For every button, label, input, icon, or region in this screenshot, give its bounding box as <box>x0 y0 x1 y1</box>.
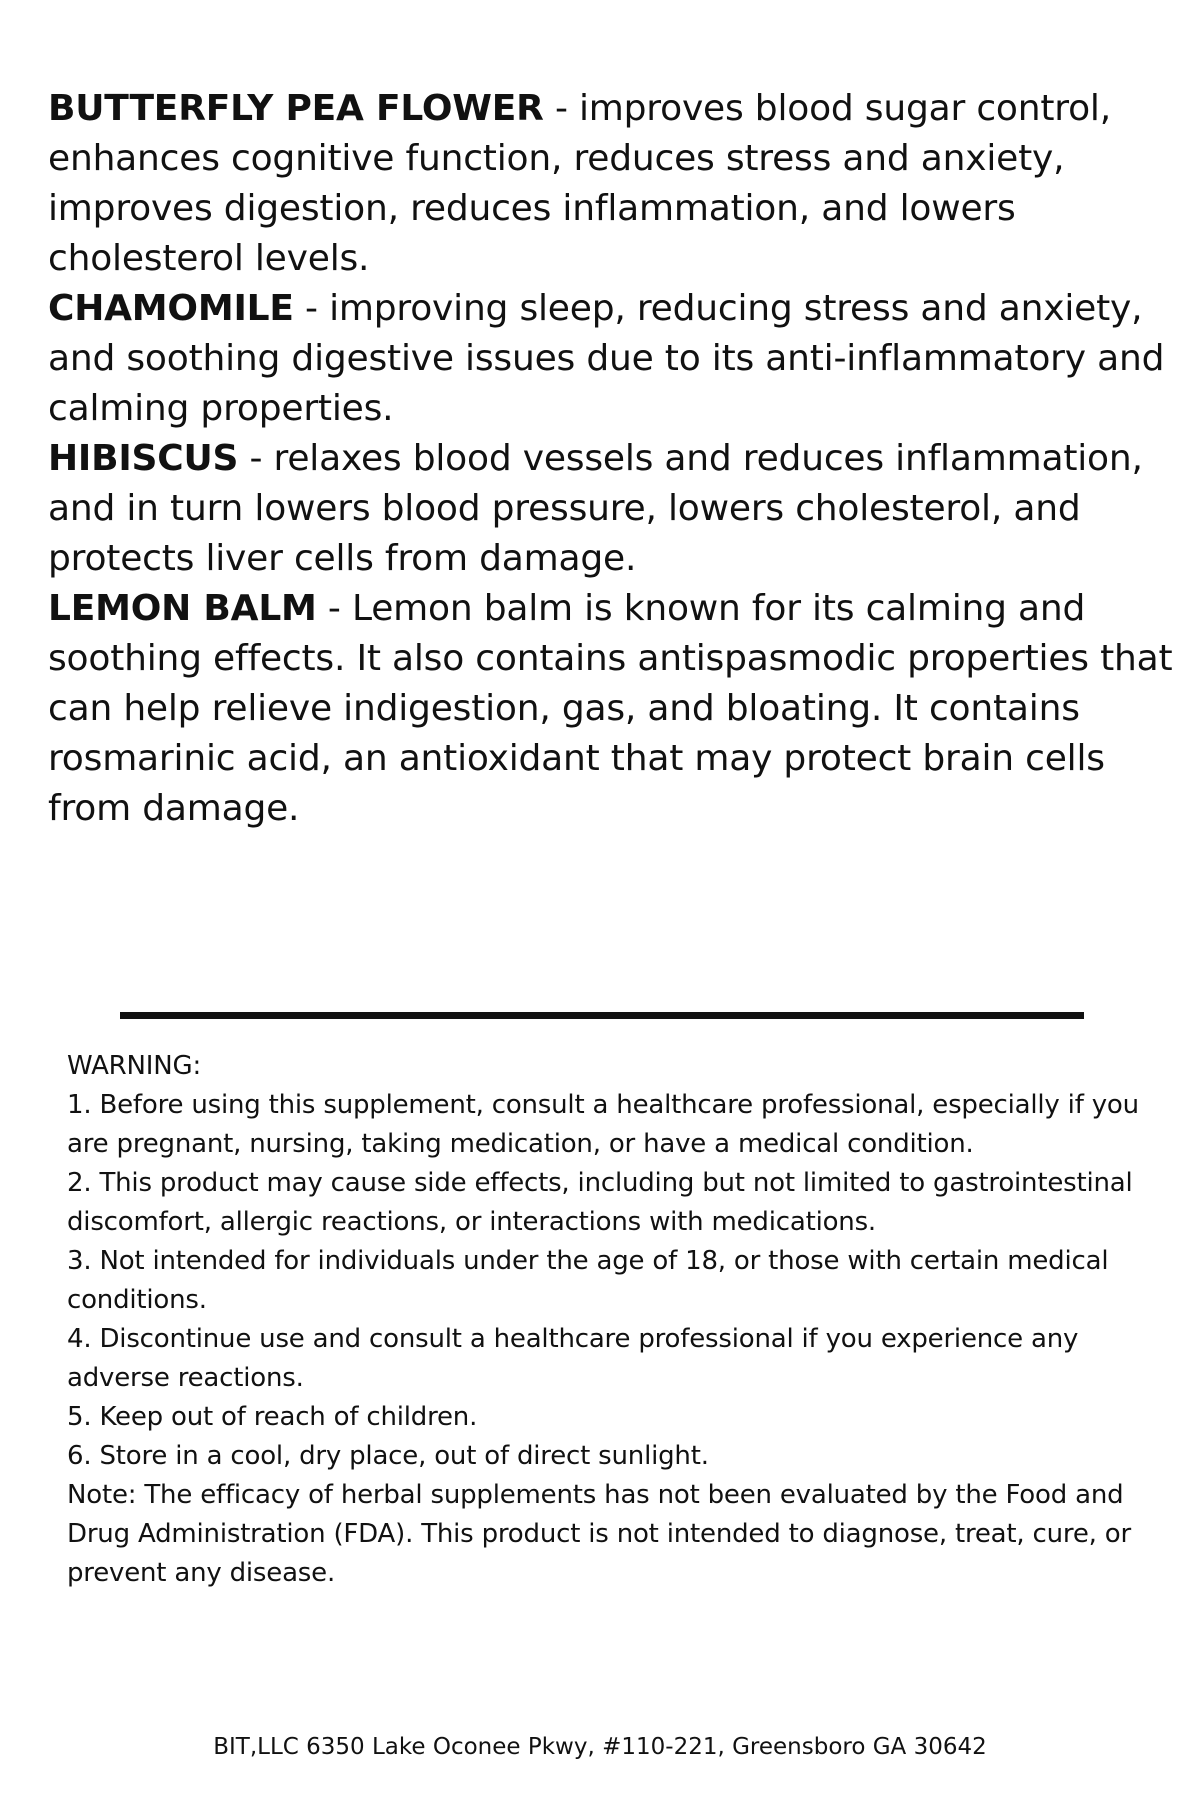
herb-separator: - <box>316 588 352 629</box>
herb-name: LEMON BALM <box>48 588 317 629</box>
company-address: BIT,LLC 6350 Lake Oconee Pkwy, #110-221, Greensboro GA 30642 <box>213 1734 987 1760</box>
herb-description: relaxes blood vessels and reduces inflammation, and in turn lowers blood pressure, lowers cholesterol, and protects liver cells from damage. <box>48 438 1143 579</box>
herb-entry-hibiscus <box>48 434 1178 584</box>
herb-name: CHAMOMILE <box>48 288 294 329</box>
herb-name: BUTTERFLY PEA FLOWER <box>48 88 544 129</box>
warning-item: 6. Store in a cool, dry place, out of direct sunlight. <box>67 1441 709 1471</box>
warning-item: 4. Discontinue use and consult a healthcare professional if you experience any adverse reactions. <box>67 1324 1079 1393</box>
section-divider <box>120 1012 1084 1019</box>
herb-description: improves blood sugar control, enhances cognitive function, reduces stress and anxiety, improves digestion, reduces inflammation, and lowers cholesterol levels. <box>48 88 1111 279</box>
warning-item: 3. Not intended for individuals under the age of 18, or those with certain medical conditions. <box>67 1246 1109 1315</box>
herb-benefits-section <box>48 84 1178 834</box>
herb-entry-butterfly-pea <box>48 84 1178 284</box>
warning-item: 1. Before using this supplement, consult a healthcare professional, especially if you are pregnant, nursing, taking medication, or have a medical condition. <box>67 1090 1139 1159</box>
herb-entry-lemon-balm <box>48 584 1178 834</box>
herb-separator: - <box>238 438 274 479</box>
warning-heading: WARNING: <box>67 1051 202 1081</box>
herb-name: HIBISCUS <box>48 438 239 479</box>
herb-description: improving sleep, reducing stress and anxiety, and soothing digestive issues due to its anti-inflammatory and calming properties. <box>48 288 1165 429</box>
herb-separator: - <box>543 88 579 129</box>
herb-separator: - <box>293 288 330 329</box>
warning-item: 2. This product may cause side effects, including but not limited to gastrointestinal discomfort, allergic reactions, or interactions with medications. <box>67 1168 1133 1237</box>
warning-item: 5. Keep out of reach of children. <box>67 1402 478 1432</box>
warning-section <box>67 1047 1177 1593</box>
herb-description: Lemon balm is known for its calming and soothing effects. It also contains antispasmodic properties that can help relieve indigestion, gas, and bloating. It contains rosmarinic acid, an antioxidant that may protect brain cells from damage. <box>48 588 1173 829</box>
herb-entry-chamomile <box>48 284 1178 434</box>
fda-note: Note: The efficacy of herbal supplements has not been evaluated by the Food and Drug Administration (FDA). This product is not intended to diagnose, treat, cure, or prevent any disease. <box>67 1480 1131 1588</box>
